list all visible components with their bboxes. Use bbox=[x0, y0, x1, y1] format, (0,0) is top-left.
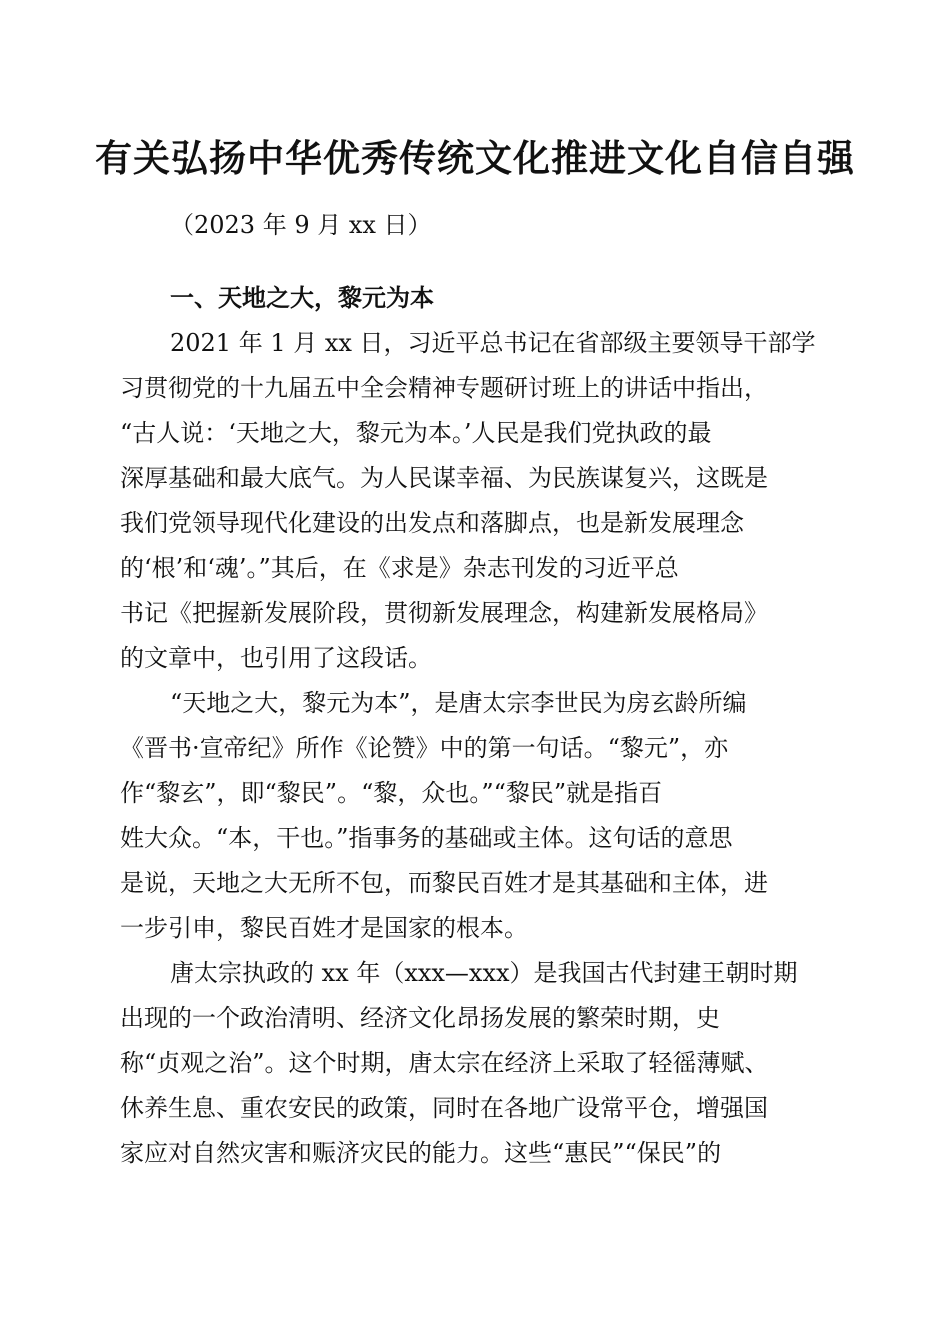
paragraph-line: 家应对自然灾害和赈济灾民的能力。这些“惠民”“保民”的 bbox=[120, 1139, 722, 1167]
paragraph-line: 称“贞观之治”。这个时期，唐太宗在经济上采取了轻徭薄赋、 bbox=[120, 1049, 769, 1077]
paragraph-line: 姓大众。“本，干也。”指事务的基础或主体。这句话的意思 bbox=[120, 824, 733, 852]
paragraph-line: 《晋书·宣帝纪》所作《论赞》中的第一句话。“黎元”，亦 bbox=[120, 734, 729, 762]
paragraph-line: 出现的一个政治清明、经济文化昂扬发展的繁荣时期，史 bbox=[120, 1004, 720, 1032]
paragraph-line: 习贯彻党的十九届五中全会精神专题研讨班上的讲话中指出， bbox=[120, 374, 768, 402]
paragraph-line: 2021 年 1 月 xx 日，习近平总书记在省部级主要领导干部学 bbox=[170, 329, 816, 357]
paragraph-line: 休养生息、重农安民的政策，同时在各地广设常平仓，增强国 bbox=[120, 1094, 768, 1122]
document-date: （2023 年 9 月 xx 日） bbox=[170, 211, 432, 239]
paragraph-line: 我们党领导现代化建设的出发点和落脚点，也是新发展理念 bbox=[120, 509, 744, 537]
paragraph-line: 的‘根’和‘魂’。”其后，在《求是》杂志刊发的习近平总 bbox=[120, 554, 679, 582]
document-title: 有关弘扬中华优秀传统文化推进文化自信自强 bbox=[95, 136, 855, 180]
paragraph-line: 作“黎玄”，即“黎民”。“黎，众也。”“黎民”就是指百 bbox=[120, 779, 663, 807]
paragraph-line: 一步引申，黎民百姓才是国家的根本。 bbox=[120, 914, 528, 942]
paragraph-line: 书记《把握新发展阶段，贯彻新发展理念，构建新发展格局》 bbox=[120, 599, 768, 627]
paragraph-line: 唐太宗执政的 xx 年（xxx—xxx）是我国古代封建王朝时期 bbox=[170, 959, 798, 987]
paragraph-line: 是说，天地之大无所不包，而黎民百姓才是其基础和主体，进 bbox=[120, 869, 768, 897]
paragraph-line: 深厚基础和最大底气。为人民谋幸福、为民族谋复兴，这既是 bbox=[120, 464, 768, 492]
paragraph-line: “天地之大，黎元为本”，是唐太宗李世民为房玄龄所编 bbox=[170, 689, 747, 717]
section-heading: 一、天地之大，黎元为本 bbox=[170, 284, 434, 312]
paragraph-line: “古人说：‘天地之大，黎元为本。’人民是我们党执政的最 bbox=[120, 419, 712, 447]
paragraph-line: 的文章中，也引用了这段话。 bbox=[120, 644, 432, 672]
